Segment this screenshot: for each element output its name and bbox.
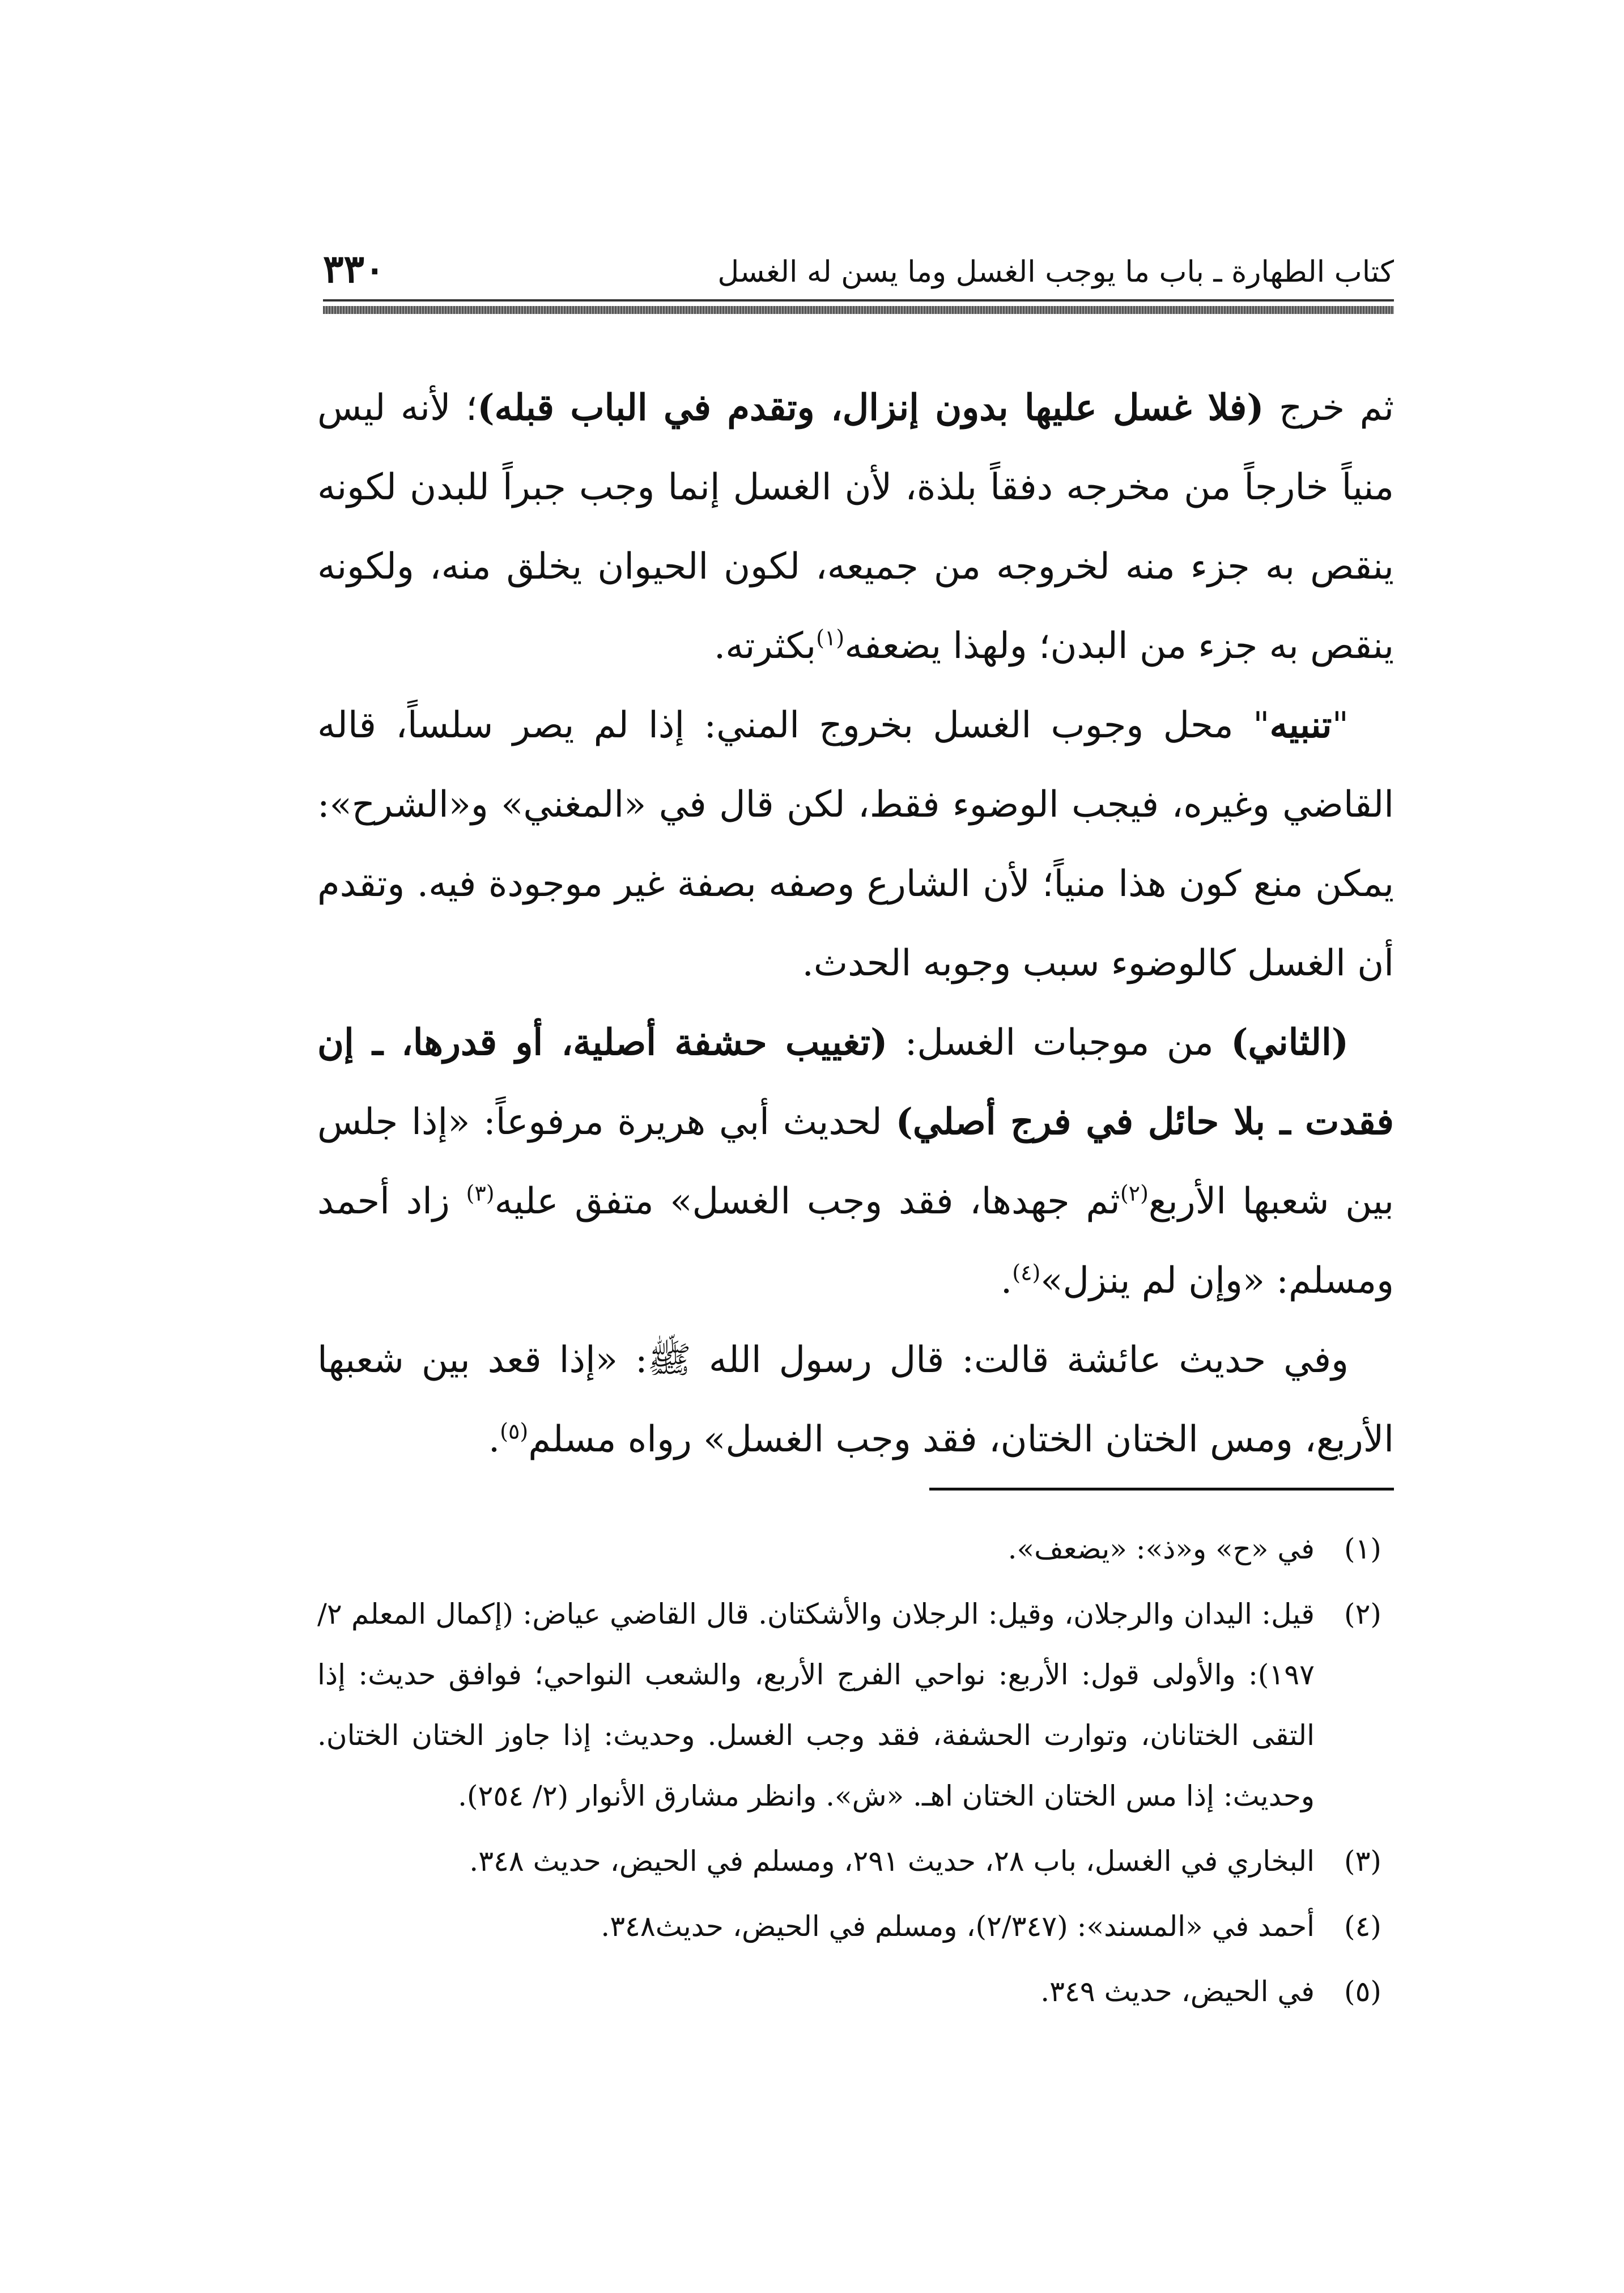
footnotes (317, 1519, 1394, 2022)
p3-text-e: ثم جهدها، فقد وجب الغسل» متفق عليه (494, 1181, 1120, 1222)
p2-notice-label: تنبيه (1269, 704, 1332, 746)
footnote-number: (١) (1344, 1532, 1381, 1565)
p1-matn: (فلا غسل عليها بدون إنزال، وتقدم في الباب قبله) (477, 387, 1264, 429)
p1-text-c: ؛ لأنه ليس منياً خارجاً من مخرجه دفقاً بلذة، لأن الغسل إنما وجب جبراً للبدن لكونه ينقص به جزء منه لخروجه من جميعه، لكون الحيوان يخلق منه، ولكونه ينقص به جزء من البدن؛ ولهذا يضعفه (317, 387, 1394, 667)
p3-text-b: من موجبات الغسل: (887, 1022, 1231, 1064)
paragraph-1 (317, 368, 1394, 686)
header-rule-line (323, 299, 1394, 302)
footnote-number: (٤) (1344, 1910, 1381, 1943)
footnote-number: (٥) (1344, 1975, 1381, 2008)
header-rule-pattern (323, 306, 1394, 314)
p1-text-d: بكثرته. (713, 625, 817, 667)
p3-text-f: زاد أحمد ومسلم: «وإن لم ينزل» (317, 1181, 1394, 1302)
paragraph-3 (317, 1003, 1394, 1320)
p3-text-g: . (1000, 1260, 1013, 1302)
footnote-text: قيل: اليدان والرجلان، وقيل: الرجلان والأشكتان. قال القاضي عياض: (إكمال المعلم ٢/ ١٩٧): والأولى قول: الأربع: نواحي الفرج الأربع، والشعب النواحي؛ فوافق حديث: إذا التقى الختانان، وتوارت الحشفة، فقد وجب الغسل. وحديث: إذا جاوز الختان الختان. وحديث: إذا مس الختان الختان اهـ. «ش». وانظر مشارق الأنوار (٢/ ٢٥٤). (317, 1598, 1315, 1812)
running-header (323, 238, 1394, 306)
p2-quote-open: " (1332, 704, 1349, 746)
p3-text-d: لحديث أبي هريرة مرفوعاً: «إذا جلس بين شعبها الأربع (317, 1101, 1395, 1222)
running-title: كتاب الطهارة ـ باب ما يوجب الغسل وما يسن له الغسل (717, 255, 1394, 289)
paragraph-2 (317, 686, 1394, 1003)
p4-text-b: . (488, 1419, 500, 1460)
footnote-separator (929, 1488, 1394, 1491)
footnote-2 (317, 1584, 1394, 1827)
page-number: ٣٣٠ (323, 247, 385, 292)
footnote-text: أحمد في «المسند»: (٢/٣٤٧)، ومسلم في الحيض، حديث٣٤٨. (601, 1910, 1315, 1943)
footnote-5 (317, 1961, 1394, 2022)
footnote-ref-3[interactable]: (٣) (466, 1181, 495, 1206)
footnote-ref-2[interactable]: (٢) (1120, 1181, 1149, 1206)
p3-second-label: (الثاني) (1231, 1021, 1349, 1064)
main-text (317, 368, 1394, 1479)
footnote-text: في الحيض، حديث ٣٤٩. (1040, 1975, 1315, 2008)
footnote-1 (317, 1519, 1394, 1579)
footnote-ref-4[interactable]: (٤) (1012, 1260, 1041, 1285)
footnote-number: (٢) (1344, 1598, 1381, 1630)
p3-matn: (تغييب حشفة أصلية، أو قدرها، ـ إن فقدت ـ بلا حائل في فرج أصلي) (317, 1021, 1394, 1143)
footnote-4 (317, 1896, 1394, 1957)
footnote-number: (٣) (1344, 1845, 1381, 1878)
footnote-text: في «ح» و«ذ»: «يضعف». (1007, 1532, 1315, 1565)
footnote-ref-5[interactable]: (٥) (500, 1419, 529, 1444)
p2-text: " محل وجوب الغسل بخروج المني: إذا لم يصر سلساً، قاله القاضي وغيره، فيجب الوضوء فقط، لكن قال في «المغني» و«الشرح»: يمكن منع كون هذا منياً؛ لأن الشارع وصفه بصفة غير موجودة فيه. وتقدم أن الغسل كالوضوء سبب وجوبه الحدث. (317, 704, 1395, 984)
footnote-text: البخاري في الغسل، باب ٢٨، حديث ٢٩١، ومسلم في الحيض، حديث ٣٤٨. (469, 1845, 1315, 1878)
footnote-3 (317, 1831, 1394, 1892)
p1-text-a: ثم خرج (1264, 387, 1395, 429)
paragraph-4 (317, 1320, 1394, 1479)
p4-text-a: وفي حديث عائشة قالت: قال رسول الله ﷺ: «إذا قعد بين شعبها الأربع، ومس الختان الختان، فقد وجب الغسل» رواه مسلم (317, 1339, 1394, 1460)
footnote-ref-1[interactable]: (١) (816, 625, 845, 651)
